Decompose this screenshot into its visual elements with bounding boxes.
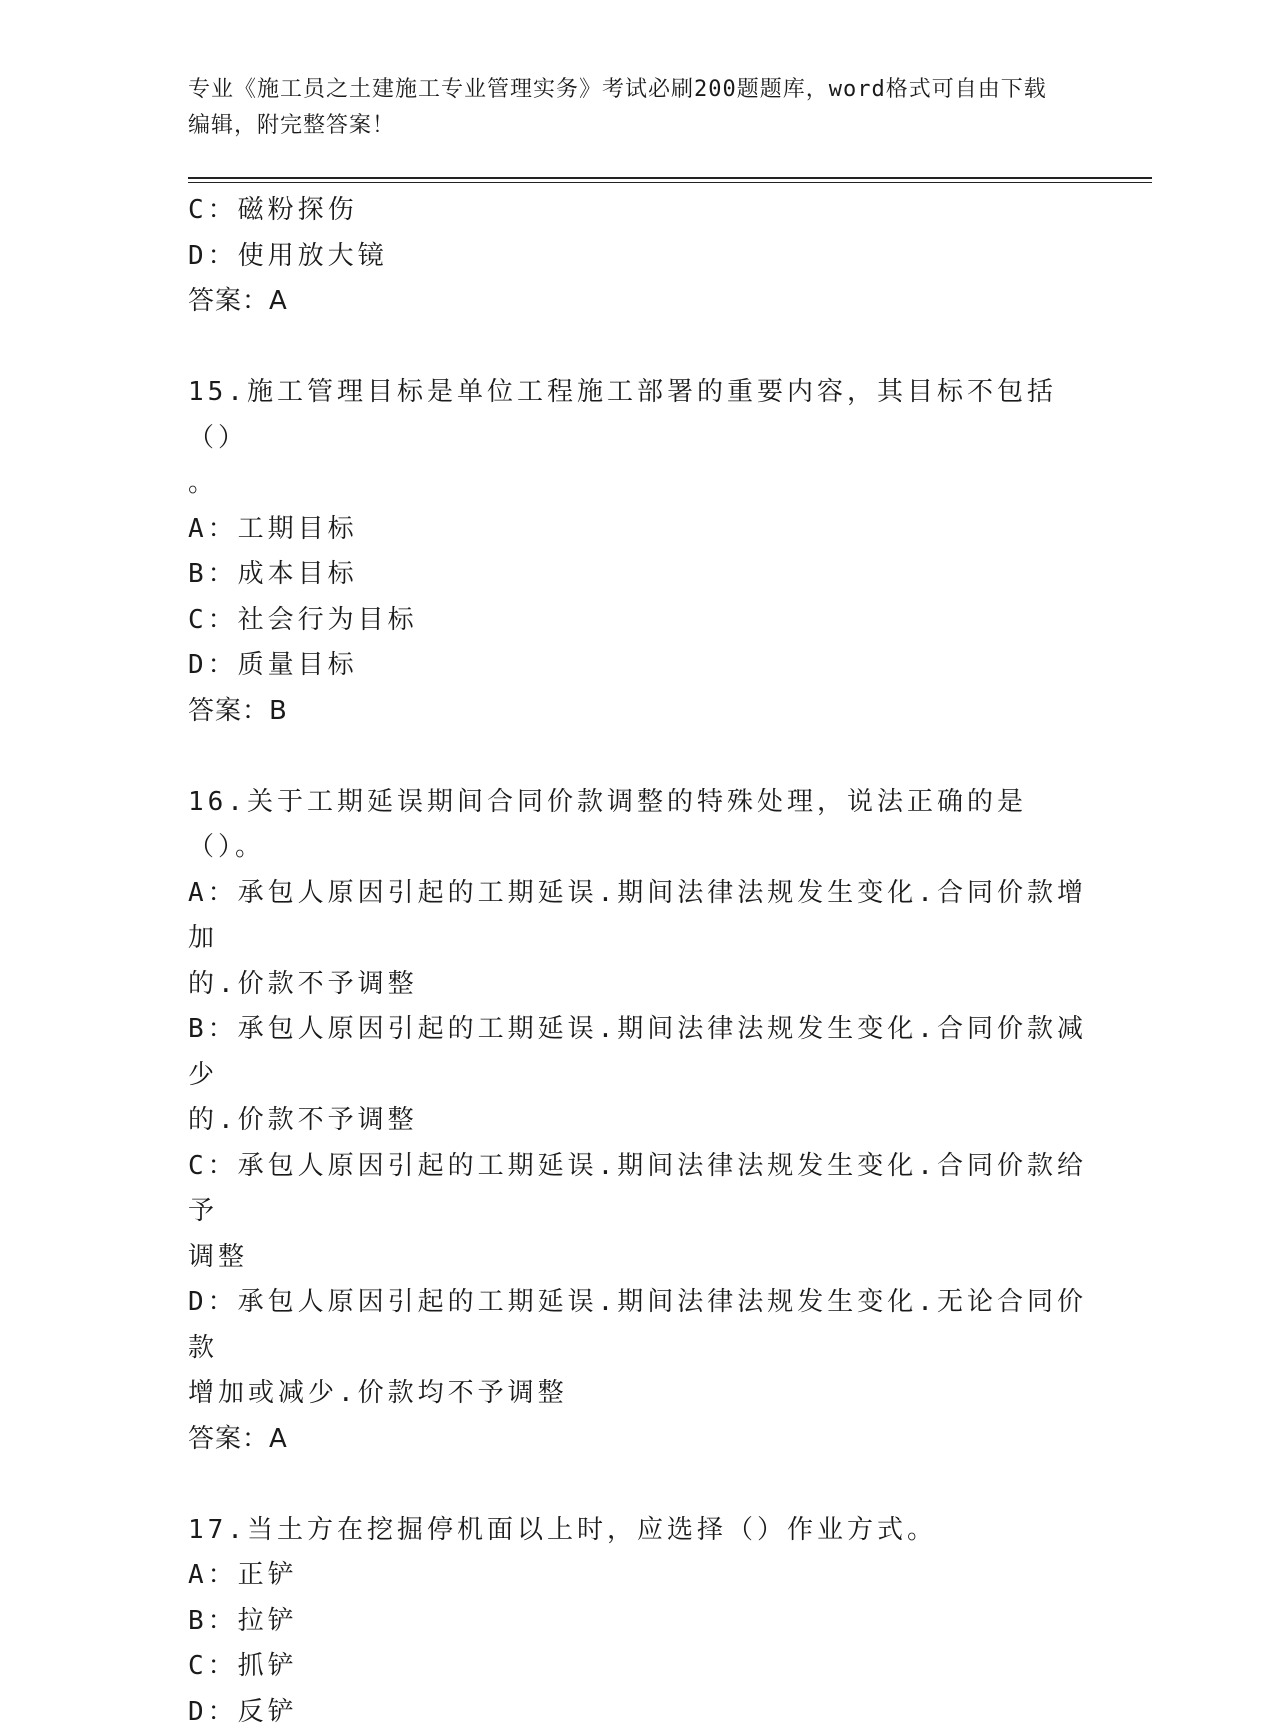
spacer bbox=[188, 325, 1088, 371]
option-key: A： bbox=[188, 514, 238, 544]
question-15 bbox=[188, 370, 1088, 734]
option-key: A： bbox=[188, 878, 238, 908]
question-stem: 17.当土方在挖掘停机面以上时，应选择（）作业方式。 bbox=[188, 1508, 1088, 1554]
option-b bbox=[188, 1599, 1088, 1645]
option-d bbox=[188, 1280, 1088, 1371]
option-d-continued: 增加或减少.价款均不予调整 bbox=[188, 1371, 1088, 1417]
option-key: D： bbox=[188, 650, 238, 680]
option-text: 使用放大镜 bbox=[238, 241, 388, 271]
option-text: 质量目标 bbox=[238, 650, 358, 680]
option-text: 社会行为目标 bbox=[238, 605, 418, 635]
option-text: 反铲 bbox=[238, 1697, 298, 1727]
option-d bbox=[188, 234, 1088, 280]
option-text: 承包人原因引起的工期延误.期间法律法规发生变化.合同价款给予 bbox=[188, 1151, 1087, 1227]
option-c bbox=[188, 188, 1088, 234]
option-b bbox=[188, 552, 1088, 598]
option-text: 拉铲 bbox=[238, 1606, 298, 1636]
option-a-continued: 的.价款不予调整 bbox=[188, 962, 1088, 1008]
option-c-continued: 调整 bbox=[188, 1235, 1088, 1281]
option-key: D： bbox=[188, 1287, 238, 1317]
answer: 答案：A bbox=[188, 279, 1088, 325]
option-a bbox=[188, 1553, 1088, 1599]
question-16 bbox=[188, 780, 1088, 1463]
option-key: C： bbox=[188, 1151, 238, 1181]
option-key: B： bbox=[188, 1606, 238, 1636]
option-text: 承包人原因引起的工期延误.期间法律法规发生变化.合同价款增加 bbox=[188, 878, 1087, 954]
option-a bbox=[188, 507, 1088, 553]
option-b-continued: 的.价款不予调整 bbox=[188, 1098, 1088, 1144]
option-key: D： bbox=[188, 1697, 238, 1727]
option-text: 正铲 bbox=[238, 1560, 298, 1590]
option-b bbox=[188, 1007, 1088, 1098]
option-key: B： bbox=[188, 559, 238, 589]
question-stem-tail: 。 bbox=[188, 461, 1088, 507]
option-a bbox=[188, 871, 1088, 962]
document-body bbox=[188, 188, 1088, 1735]
option-text: 抓铲 bbox=[238, 1651, 298, 1681]
spacer bbox=[188, 734, 1088, 780]
spacer bbox=[188, 1462, 1088, 1508]
option-key: B： bbox=[188, 1014, 238, 1044]
answer: 答案：B bbox=[188, 689, 1088, 735]
option-text: 承包人原因引起的工期延误.期间法律法规发生变化.无论合同价款 bbox=[188, 1287, 1087, 1363]
option-key: A： bbox=[188, 1560, 238, 1590]
option-text: 工期目标 bbox=[238, 514, 358, 544]
question-stem: 16.关于工期延误期间合同价款调整的特殊处理，说法正确的是（）。 bbox=[188, 780, 1088, 871]
option-d bbox=[188, 1690, 1088, 1735]
option-d bbox=[188, 643, 1088, 689]
option-c bbox=[188, 1644, 1088, 1690]
option-key: C： bbox=[188, 195, 238, 225]
option-c bbox=[188, 598, 1088, 644]
question-14-tail bbox=[188, 188, 1088, 325]
page-header: 专业《施工员之土建施工专业管理实务》考试必刷200题题库，word格式可自由下载编辑，附完整答案！ bbox=[188, 72, 1068, 144]
option-text: 磁粉探伤 bbox=[238, 195, 358, 225]
option-text: 成本目标 bbox=[238, 559, 358, 589]
option-c bbox=[188, 1144, 1088, 1235]
header-divider bbox=[188, 177, 1152, 183]
question-stem: 15.施工管理目标是单位工程施工部署的重要内容，其目标不包括（） bbox=[188, 370, 1088, 461]
option-key: C： bbox=[188, 1651, 238, 1681]
option-key: D： bbox=[188, 241, 238, 271]
question-17 bbox=[188, 1508, 1088, 1735]
option-text: 承包人原因引起的工期延误.期间法律法规发生变化.合同价款减少 bbox=[188, 1014, 1087, 1090]
answer: 答案：A bbox=[188, 1417, 1088, 1463]
option-key: C： bbox=[188, 605, 238, 635]
